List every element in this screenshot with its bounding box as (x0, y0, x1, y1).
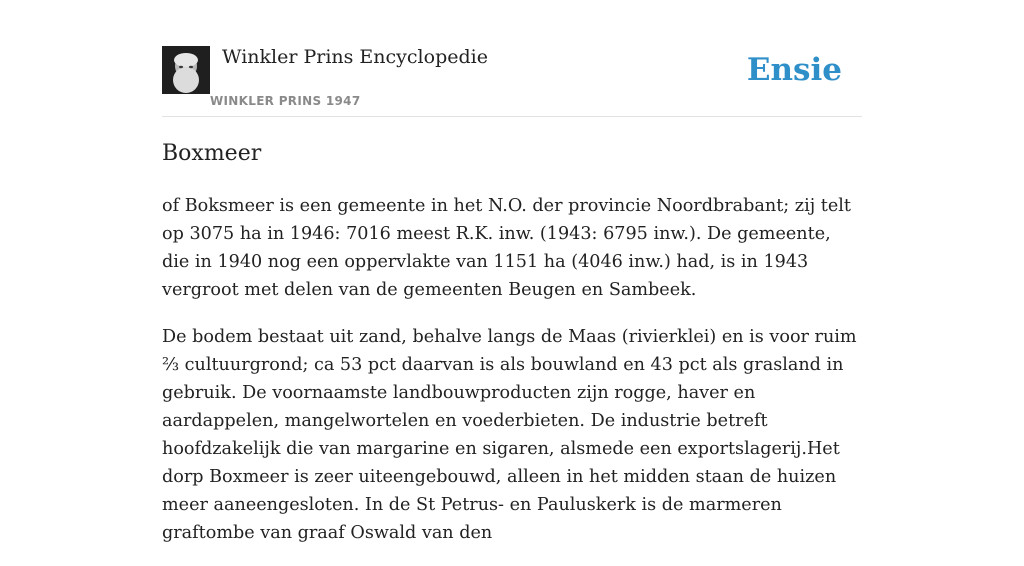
article-title: Boxmeer (162, 141, 262, 166)
portrait-avatar-icon[interactable] (162, 46, 210, 94)
site-title[interactable]: Winkler Prins Encyclopedie (222, 46, 488, 68)
site-header (162, 46, 862, 117)
article-paragraph: De bodem bestaat uit zand, behalve langs de Maas (rivierklei) en is voor ruim ⅔ cultuurgrond; ca 53 pct daarvan is als bouwland en 43 pct als grasland in gebruik. De voornaamste landbouwproducten zijn rogge, haver en aardappelen, mangelwortelen en voederbieten. De industrie betreft hoofdzakelijk die van margarine en sigaren, alsmede een exportslagerij.Het dorp Boxmeer is zeer uiteengebouwd, alleen in het midden staan de huizen meer aaneengesloten. In de St Petrus- en Pauluskerk is de marmeren graftombe van graaf Oswald van den (162, 327, 857, 543)
article (162, 138, 862, 566)
article-paragraph: of Boksmeer is een gemeente in het N.O. der provincie Noordbrabant; zij telt op 3075 ha in 1946: 7016 meest R.K. inw. (1943: 6795 inw.). De gemeente, die in 1940 nog een oppervlakte van 1151 ha (4046 inw.) had, is in 1943 vergroot met delen van de gemeenten Beugen en Sambeek. (162, 196, 851, 300)
brand-logo-link[interactable]: Ensie (746, 52, 842, 88)
site-subtitle: WINKLER PRINS 1947 (210, 94, 361, 108)
